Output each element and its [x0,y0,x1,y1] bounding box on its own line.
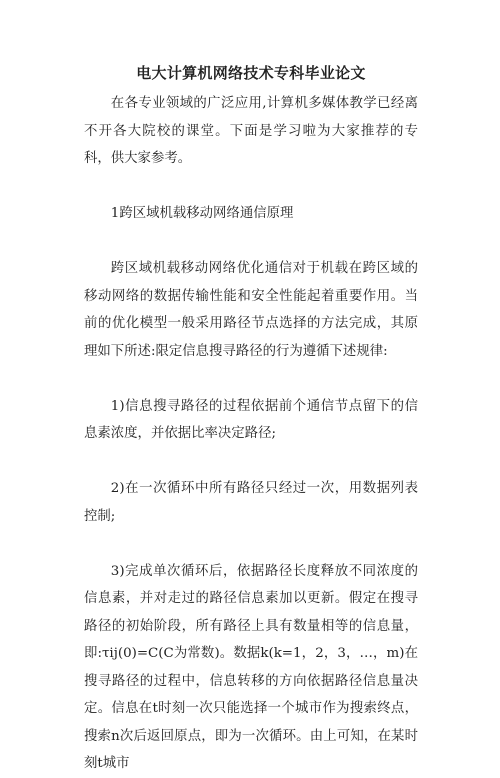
body-paragraph: 跨区域机载移动网络优化通信对于机载在跨区域的移动网络的数据传输性能和安全性能起着重要作用。当前的优化模型一般采用路径节点选择的方法完成，其原理如下所述:限定信息搜寻路径的行为遵循下述规律: [84,261,418,359]
rule-item-2: 2)在一次循环中所有路径只经过一次，用数据列表控制; [84,481,418,524]
paragraph-gap [84,228,418,256]
document-title: 电大计算机网络技术专科毕业论文 [136,64,366,82]
paragraph-gap [84,365,418,393]
rule-item-3: 3)完成单次循环后，依据路径长度释放不同浓度的信息素，并对走过的路径信息素加以更新。假定在搜寻路径的初始阶段，所有路径上具有数量相等的信息量，即:τij(0)=C(C为常数)。数据k(k=1，2，3，…，m)在搜寻路径的过程中，信息转移的方向依据路径信息量决定。信息在t时刻一次只能选择一个城市作为搜索终点，搜索n次后返回原点，即为一次循环。由上可知，在某时刻t城市 [84,563,418,771]
intro-paragraph: 在各专业领域的广泛应用,计算机多媒体教学已经离不开各大院校的课堂。下面是学习啦为大家推荐的专科，供大家参考。 [84,96,418,166]
paragraph-gap [84,448,418,476]
paragraph-gap [84,173,418,201]
rule-item-1: 1)信息搜寻路径的过程依据前个通信节点留下的信息素浓度，并依据比率决定路径; [84,398,418,441]
section-heading: 1跨区域机载移动网络通信原理 [110,206,294,221]
paragraph-gap [84,530,418,558]
